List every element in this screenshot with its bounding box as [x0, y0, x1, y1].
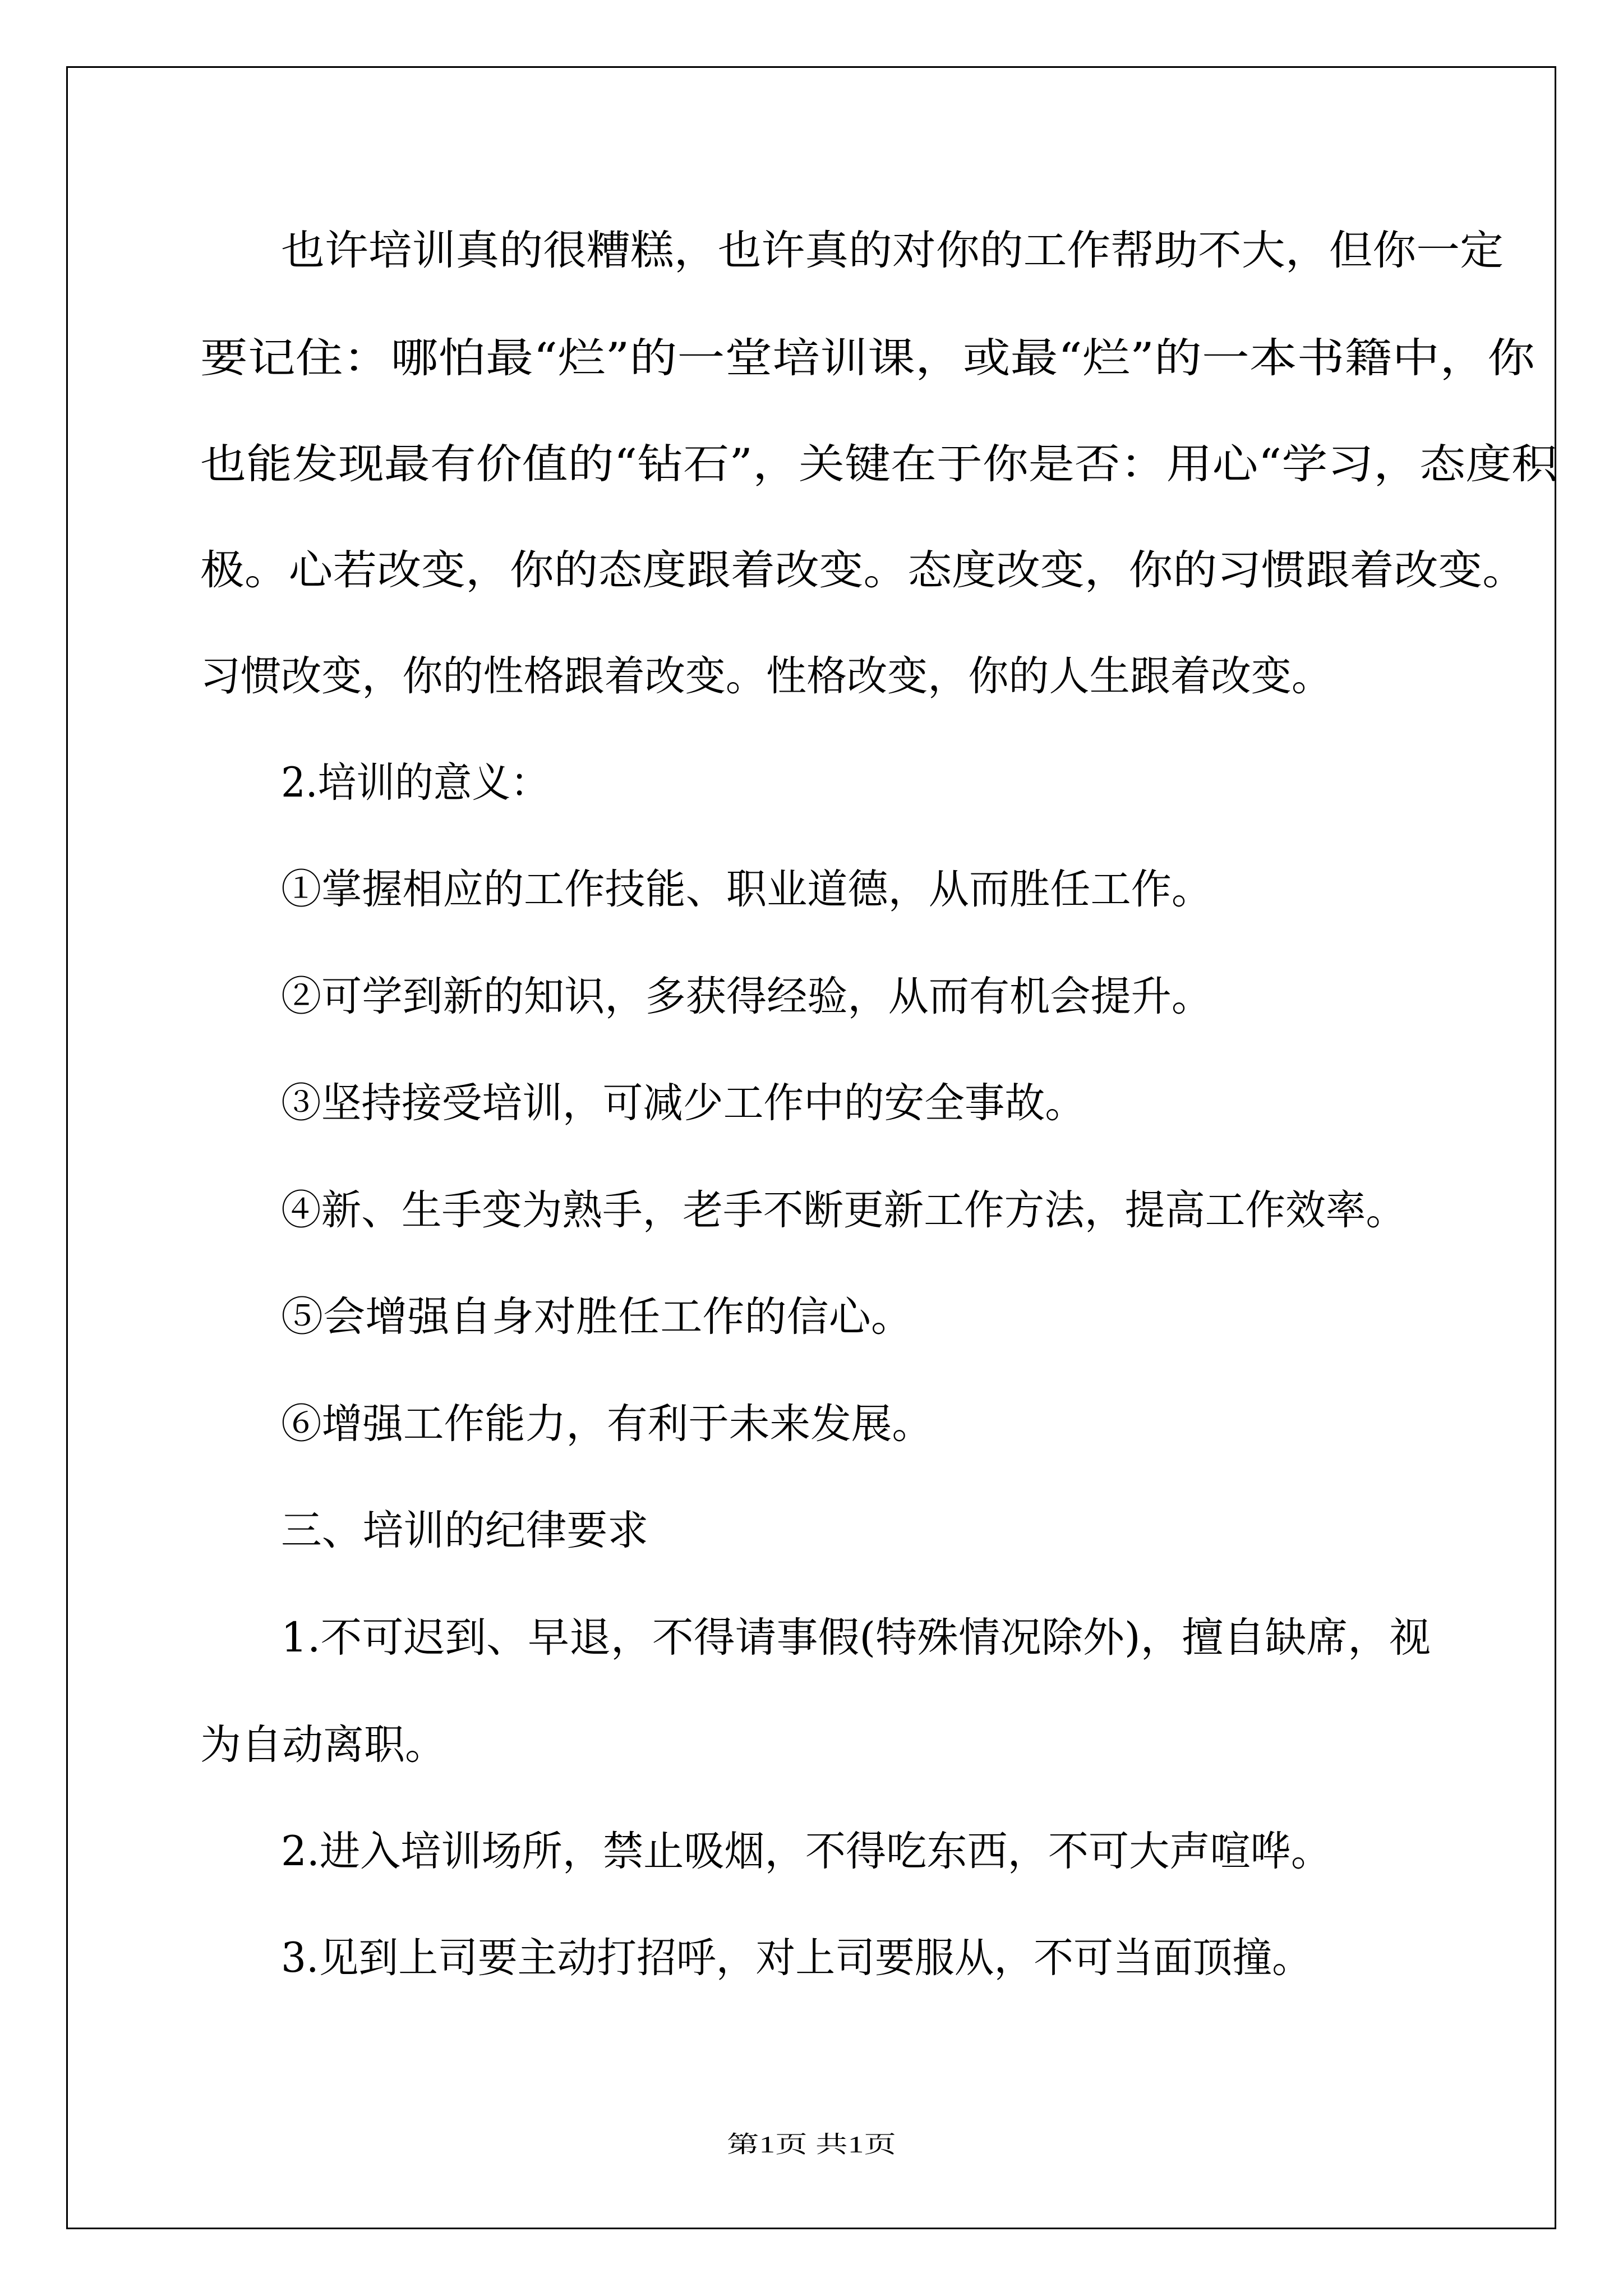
page-footer: 第1页 共1页 [727, 2132, 896, 2158]
list-item: ⑥增强工作能力，有利于未来发展。 [281, 1400, 933, 1448]
list-item: ⑤会增强自身对胜任工作的信心。 [281, 1293, 913, 1341]
page-border [66, 66, 1556, 2229]
section-heading: 三、培训的纪律要求 [281, 1507, 648, 1554]
rule-line: 为自动离职。 [200, 1721, 446, 1769]
paragraph-line: 习惯改变，你的性格跟着改变。性格改变，你的人生跟着改变。 [200, 652, 1332, 700]
rule-line: 1.不可迟到、早退，不得请事假(特殊情况除外)，擅自缺席，视 [281, 1614, 1431, 1662]
list-item: ①掌握相应的工作技能、职业道德，从而胜任工作。 [281, 866, 1212, 913]
paragraph-line: 要记住：哪怕最“烂”的一堂培训课，或最“烂”的一本书籍中，你 [200, 334, 1535, 382]
rule-line: 3.见到上司要主动打招呼，对上司要服从，不可当面顶撞。 [281, 1934, 1312, 1982]
paragraph-line: 也许培训真的很糟糕，也许真的对你的工作帮助不大，但你一定 [281, 227, 1504, 274]
rule-line: 2.进入培训场所，禁止吸烟，不得吃东西，不可大声喧哗。 [281, 1828, 1331, 1875]
list-item: ②可学到新的知识，多获得经验，从而有机会提升。 [281, 973, 1212, 1020]
list-item: ④新、生手变为熟手，老手不断更新工作方法，提高工作效率。 [281, 1186, 1406, 1234]
paragraph-line: 极。心若改变，你的态度跟着改变。态度改变，你的习惯跟着改变。 [200, 546, 1527, 594]
paragraph-line: 也能发现最有价值的“钻石”，关键在于你是否：用心“学习，态度积 [200, 440, 1557, 488]
list-item: ③坚持接受培训，可减少工作中的安全事故。 [281, 1079, 1085, 1127]
section-heading: 2.培训的意义： [281, 759, 549, 807]
